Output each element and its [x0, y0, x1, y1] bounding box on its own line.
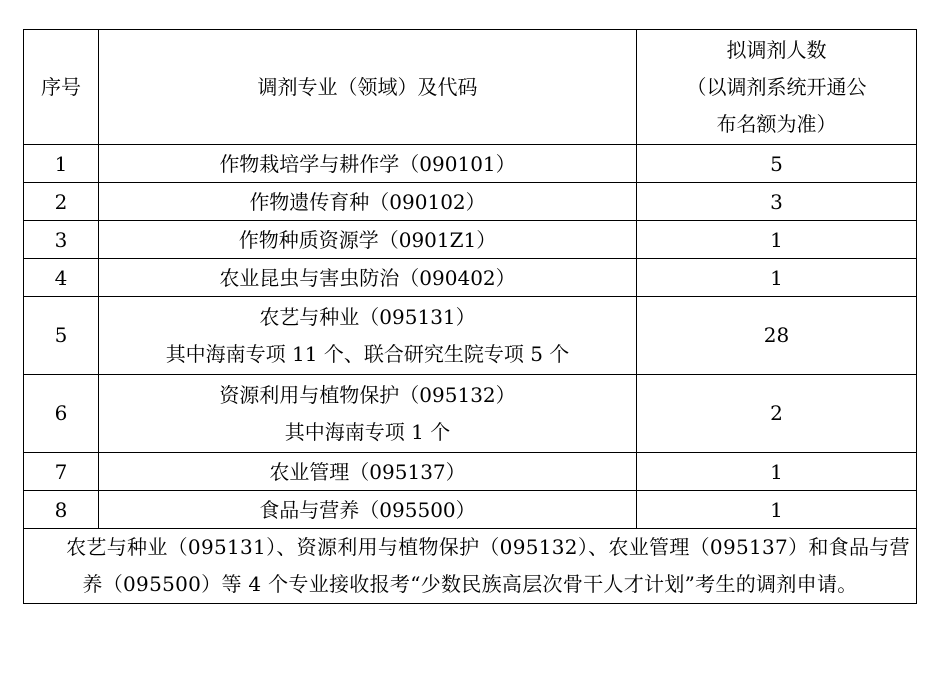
header-quota-line-3: 布名额为准） — [716, 111, 837, 136]
row-serial-number: 2 — [24, 183, 99, 221]
row-serial-number: 5 — [24, 297, 99, 375]
header-quota — [637, 30, 917, 145]
row-major: 食品与营养（095500） — [99, 491, 637, 529]
row-major: 作物种质资源学（0901Z1） — [99, 221, 637, 259]
row-quota: 1 — [637, 221, 917, 259]
row-quota: 5 — [637, 145, 917, 183]
table-row — [24, 375, 917, 453]
row-serial-number: 6 — [24, 375, 99, 453]
table-row — [24, 221, 917, 259]
row-major: 农业管理（095137） — [99, 453, 637, 491]
row-serial-number: 1 — [24, 145, 99, 183]
note-text: 农艺与种业（095131）、资源利用与植物保护（095132）、农业管理（095137）和食品与营养（095500）等 4 个专业接收报考“少数民族高层次骨干人才计划”考生的调剂申请。 — [66, 535, 910, 596]
row-major-line-2: 其中海南专项 1 个 — [284, 419, 451, 444]
row-quota: 2 — [637, 375, 917, 453]
row-major — [99, 297, 637, 375]
table-header-row — [24, 30, 917, 145]
row-major: 作物栽培学与耕作学（090101） — [99, 145, 637, 183]
table-row — [24, 453, 917, 491]
note-row — [24, 529, 917, 604]
row-serial-number: 3 — [24, 221, 99, 259]
row-serial-number: 7 — [24, 453, 99, 491]
row-major — [99, 375, 637, 453]
header-major-and-code: 调剂专业（领域）及代码 — [99, 30, 637, 145]
row-serial-number: 8 — [24, 491, 99, 529]
adjustment-table — [23, 29, 917, 604]
table-row — [24, 297, 917, 375]
row-quota: 1 — [637, 453, 917, 491]
header-quota-line-2: （以调剂系统开通公 — [686, 74, 867, 99]
row-quota: 28 — [637, 297, 917, 375]
row-major: 作物遗传育种（090102） — [99, 183, 637, 221]
table-row — [24, 259, 917, 297]
row-quota: 1 — [637, 259, 917, 297]
row-major-line-1: 农艺与种业（095131） — [259, 304, 476, 329]
table-row — [24, 491, 917, 529]
note-cell — [24, 529, 917, 604]
table-row — [24, 145, 917, 183]
row-quota: 1 — [637, 491, 917, 529]
header-serial-number: 序号 — [24, 30, 99, 145]
row-serial-number: 4 — [24, 259, 99, 297]
row-quota: 3 — [637, 183, 917, 221]
table-row — [24, 183, 917, 221]
row-major: 农业昆虫与害虫防治（090402） — [99, 259, 637, 297]
row-major-line-1: 资源利用与植物保护（095132） — [219, 382, 516, 407]
row-major-line-2: 其中海南专项 11 个、联合研究生院专项 5 个 — [165, 341, 570, 366]
header-quota-line-1: 拟调剂人数 — [726, 37, 827, 62]
